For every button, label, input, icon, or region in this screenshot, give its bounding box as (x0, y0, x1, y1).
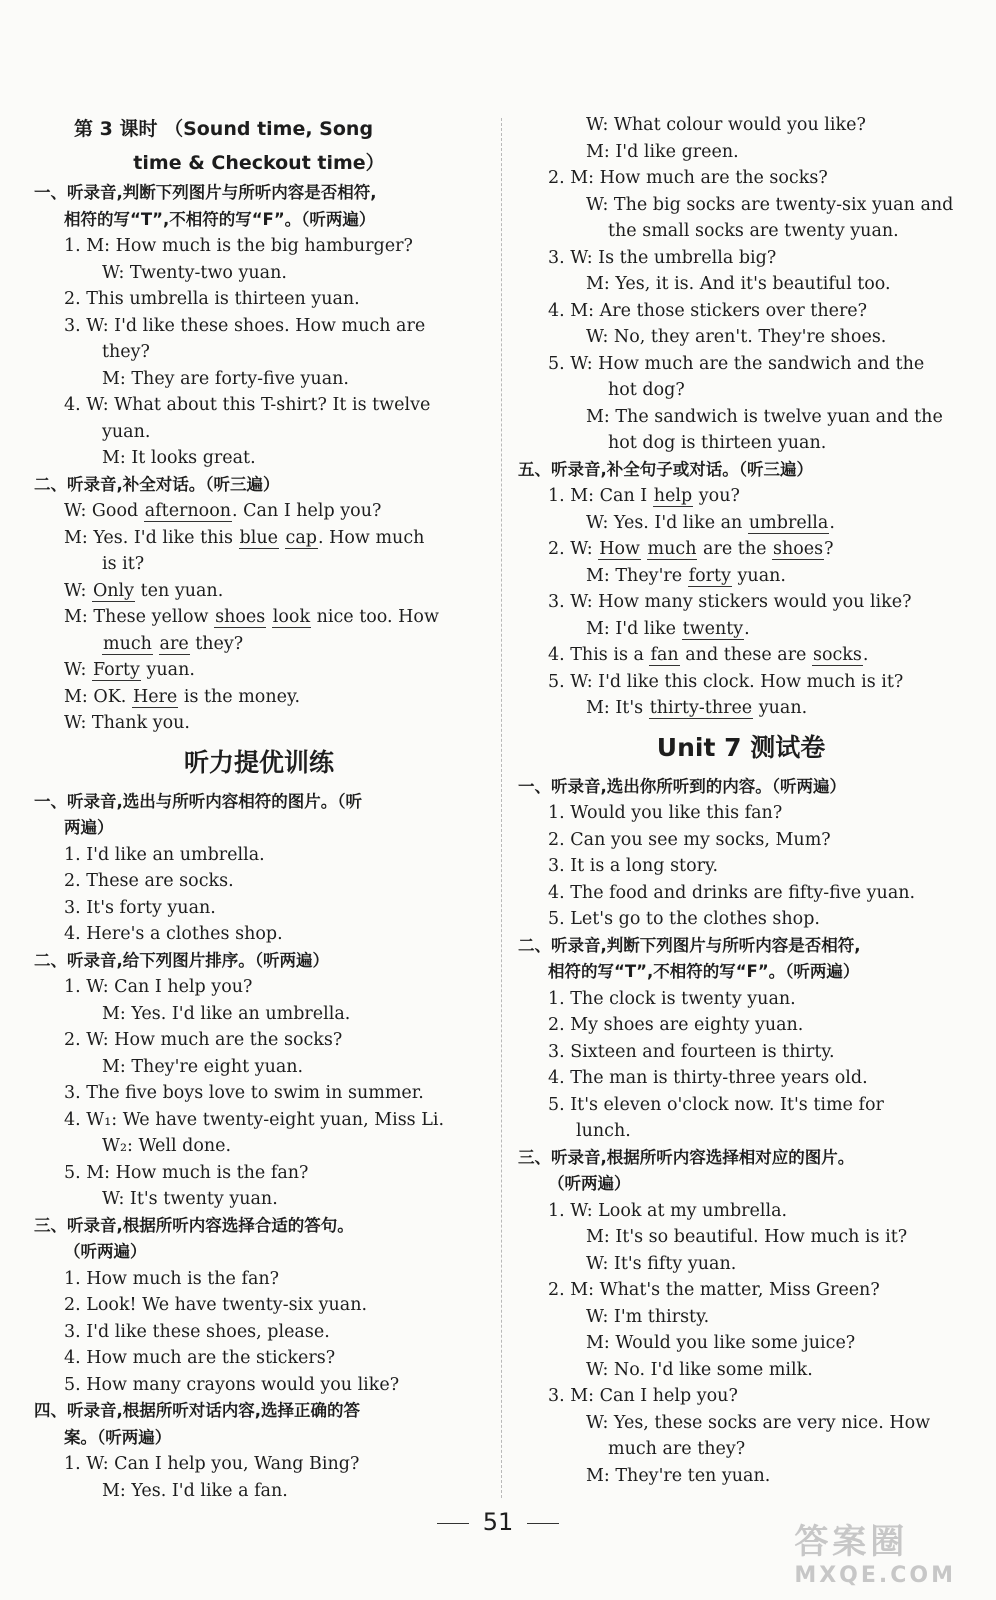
text-line: W: What colour would you like? (586, 115, 866, 135)
text-line: 5. It's eleven o'clock now. It's time for (548, 1094, 884, 1115)
section-heading-cont: （听两遍） (64, 1242, 147, 1261)
text-line: 2. These are socks. (64, 871, 234, 891)
section-heading: 三、听录音,根据所听内容选择合适的答句。 (34, 1215, 354, 1235)
dialog-line: 3. W: How many stickers would you like? (548, 592, 912, 612)
text-line: 2. M: What's the matter, Miss Green? (548, 1280, 880, 1300)
text-line: M: Would you like some juice? (586, 1333, 856, 1353)
text-line: lunch. (576, 1121, 631, 1141)
text-line: 1. W: Look at my umbrella. (548, 1200, 788, 1221)
text-line: 3. It is a long story. (548, 856, 719, 876)
dialog-line: W: Thank you. (64, 713, 190, 733)
unit-test-heading: Unit 7 测试卷 (656, 732, 826, 762)
text-line: W: Yes, these socks are very nice. How (586, 1412, 931, 1433)
section-heading: 一、听录音,选出你所听到的内容。（听两遍） (518, 776, 847, 796)
watermark-logo: 答案圈 MXQE.COM (794, 1522, 956, 1588)
text-line: W: No. I'd like some milk. (586, 1359, 813, 1380)
right-column (518, 112, 964, 1489)
answer-blank: socks (812, 645, 862, 665)
answer-blank: much (647, 539, 697, 559)
section-heading: 五、听录音,补全句子或对话。（听三遍） (518, 459, 814, 479)
text-line: 4. W: What about this T-shirt? It is twelve (64, 395, 431, 415)
dialog-line: W: Yes. I'd like an umbrella. (586, 512, 835, 533)
text-line: 2. Can you see my socks, Mum? (548, 829, 831, 850)
dialog-line: 4. This is a fan and these are socks. (548, 645, 869, 665)
answer-blank: Only (92, 580, 135, 601)
text-line: 1. I'd like an umbrella. (64, 844, 265, 865)
answer-blank: much (103, 633, 152, 654)
answer-blank: umbrella (748, 512, 829, 533)
text-line: W₂: Well done. (102, 1136, 232, 1156)
text-line: the small socks are twenty yuan. (608, 221, 899, 241)
text-line: 4. How much are the stickers? (64, 1348, 336, 1368)
text-line: 3. Sixteen and fourteen is thirty. (548, 1041, 835, 1062)
section-heading: 一、听录音,选出与所听内容相符的图片。（听 (34, 791, 363, 811)
section-heading: 四、听录音,根据所听对话内容,选择正确的答 (34, 1401, 361, 1420)
answer-blank: How (599, 539, 640, 559)
text-line: yuan. (102, 421, 151, 442)
text-line: M: It's so beautiful. How much is it? (586, 1227, 908, 1247)
section-heading-cont: 两遍） (64, 818, 114, 837)
section-heading: 三、听录音,根据所听内容选择相对应的图片。 (518, 1147, 855, 1167)
text-line: W: The big socks are twenty-six yuan and (586, 194, 954, 215)
section-heading-cont: 案。（听两遍） (64, 1427, 172, 1447)
text-line: 1. Would you like this fan? (548, 803, 783, 823)
text-line: 5. M: How much is the fan? (64, 1162, 309, 1183)
dialog-line: W: Good afternoon. Can I help you? (64, 501, 382, 521)
text-line: M: Yes. I'd like an umbrella. (102, 1003, 351, 1024)
text-line: M: They're eight yuan. (102, 1056, 304, 1077)
text-line: 4. W₁: We have twenty-eight yuan, Miss Li. (64, 1109, 445, 1130)
answer-blank: thirty-three (649, 698, 753, 718)
answer-blank: Forty (92, 660, 140, 680)
answer-blank: fan (650, 645, 679, 665)
dialog-line: W: Only ten yuan. (64, 580, 224, 601)
text-line: M: Yes, it is. And it's beautiful too. (586, 274, 891, 294)
text-line: 3. The five boys love to swim in summer. (64, 1083, 424, 1103)
listening-heading: 听力提优训练 (183, 747, 334, 777)
text-line: 3. M: Can I help you? (548, 1386, 738, 1406)
answer-blank: cap (285, 527, 317, 548)
lesson-title: 第 3 课时 （Sound time, Song (74, 118, 374, 140)
text-line: 2. This umbrella is thirteen yuan. (64, 289, 360, 309)
section-heading: 二、听录音,补全对话。（听三遍） (34, 474, 280, 494)
text-line: 1. The clock is twenty yuan. (548, 988, 796, 1009)
text-line: hot dog is thirteen yuan. (608, 433, 827, 453)
text-line: W: Twenty-two yuan. (102, 262, 287, 283)
text-line: W: It's twenty yuan. (102, 1189, 278, 1209)
text-line: 3. It's forty yuan. (64, 897, 216, 918)
dialog-line: W: Forty yuan. (64, 660, 195, 680)
answer-blank: look (272, 607, 311, 627)
section-heading: 二、听录音,给下列图片排序。（听两遍） (34, 950, 330, 970)
text-line: much are they? (608, 1439, 746, 1459)
text-line: M: The sandwich is twelve yuan and the (586, 406, 943, 427)
answer-blank: help (653, 486, 693, 506)
section-heading-cont: 相符的写“T”,不相符的写“F”。（听两遍） (548, 962, 860, 981)
text-line: 1. How much is the fan? (64, 1268, 280, 1289)
dialog-line: M: It's thirty-three yuan. (586, 698, 808, 718)
text-line: 1. W: Can I help you? (64, 977, 253, 997)
text-line: W: It's fifty yuan. (586, 1253, 737, 1274)
section-heading: 二、听录音,判断下列图片与所听内容是否相符, (518, 935, 861, 955)
text-line: 4. M: Are those stickers over there? (548, 300, 868, 321)
text-line: 1. W: Can I help you, Wang Bing? (64, 1454, 360, 1474)
section-heading-cont: （听两遍） (548, 1174, 631, 1193)
answer-blank: afternoon (144, 501, 232, 521)
text-line: 1. M: How much is the big hamburger? (64, 236, 413, 256)
text-line: hot dog? (608, 380, 685, 400)
text-line: 5. How many crayons would you like? (64, 1374, 400, 1395)
text-line: 4. The man is thirty-three years old. (548, 1068, 868, 1088)
answer-blank: forty (688, 565, 731, 586)
text-line: 3. W: Is the umbrella big? (548, 247, 777, 268)
dialog-line: M: These yellow shoes look nice too. How (64, 607, 439, 627)
answer-blank: twenty (682, 618, 744, 639)
text-line: 2. M: How much are the socks? (548, 168, 828, 188)
dialog-line: is it? (102, 554, 145, 574)
section-heading-cont: 相符的写“T”,不相符的写“F”。（听两遍） (64, 209, 376, 229)
text-line: M: I'd like green. (586, 141, 739, 162)
left-column (34, 112, 484, 1504)
dialog-line: M: Yes. I'd like this blue cap. How much (64, 527, 425, 548)
page-number: 51 (0, 1508, 996, 1536)
section-heading: 一、听录音,判断下列图片与所听内容是否相符, (34, 183, 377, 202)
dialog-line: M: They're forty yuan. (586, 565, 786, 586)
answer-blank: shoes (773, 539, 824, 559)
dialog-line: M: I'd like twenty. (586, 618, 750, 639)
text-line: 2. My shoes are eighty yuan. (548, 1015, 804, 1035)
text-line: 5. Let's go to the clothes shop. (548, 909, 820, 929)
dialog-line: much are they? (103, 633, 244, 654)
text-line: 3. I'd like these shoes, please. (64, 1321, 330, 1342)
text-line: 4. Here's a clothes shop. (64, 924, 283, 944)
dialog-line: M: OK. Here is the money. (64, 686, 301, 707)
text-line: M: They're ten yuan. (586, 1465, 771, 1486)
dialog-line: 1. M: Can I help you? (548, 486, 740, 506)
answer-blank: blue (239, 527, 278, 548)
text-line: M: They are forty-five yuan. (102, 368, 349, 389)
text-line: 4. The food and drinks are fifty-five yuan. (548, 882, 916, 903)
answer-blank: are (159, 633, 189, 654)
text-line: W: I'm thirsty. (586, 1306, 710, 1327)
text-line: M: It looks great. (102, 448, 256, 468)
text-line: M: Yes. I'd like a fan. (102, 1480, 288, 1501)
text-line: 2. Look! We have twenty-six yuan. (64, 1295, 368, 1315)
text-line: 2. W: How much are the socks? (64, 1030, 343, 1050)
dialog-line: 5. W: I'd like this clock. How much is it? (548, 671, 904, 692)
answer-blank: shoes (215, 607, 266, 627)
text-line: they? (102, 342, 150, 362)
text-line: 5. W: How much are the sandwich and the (548, 353, 925, 374)
column-divider (501, 118, 502, 1498)
dialog-line: 2. W: How much are the shoes? (548, 539, 834, 559)
text-line: 3. W: I'd like these shoes. How much are (64, 315, 426, 336)
lesson-title-cont: time & Checkout time） (133, 152, 385, 174)
answer-blank: Here (132, 686, 178, 707)
text-line: W: No, they aren't. They're shoes. (586, 327, 887, 347)
